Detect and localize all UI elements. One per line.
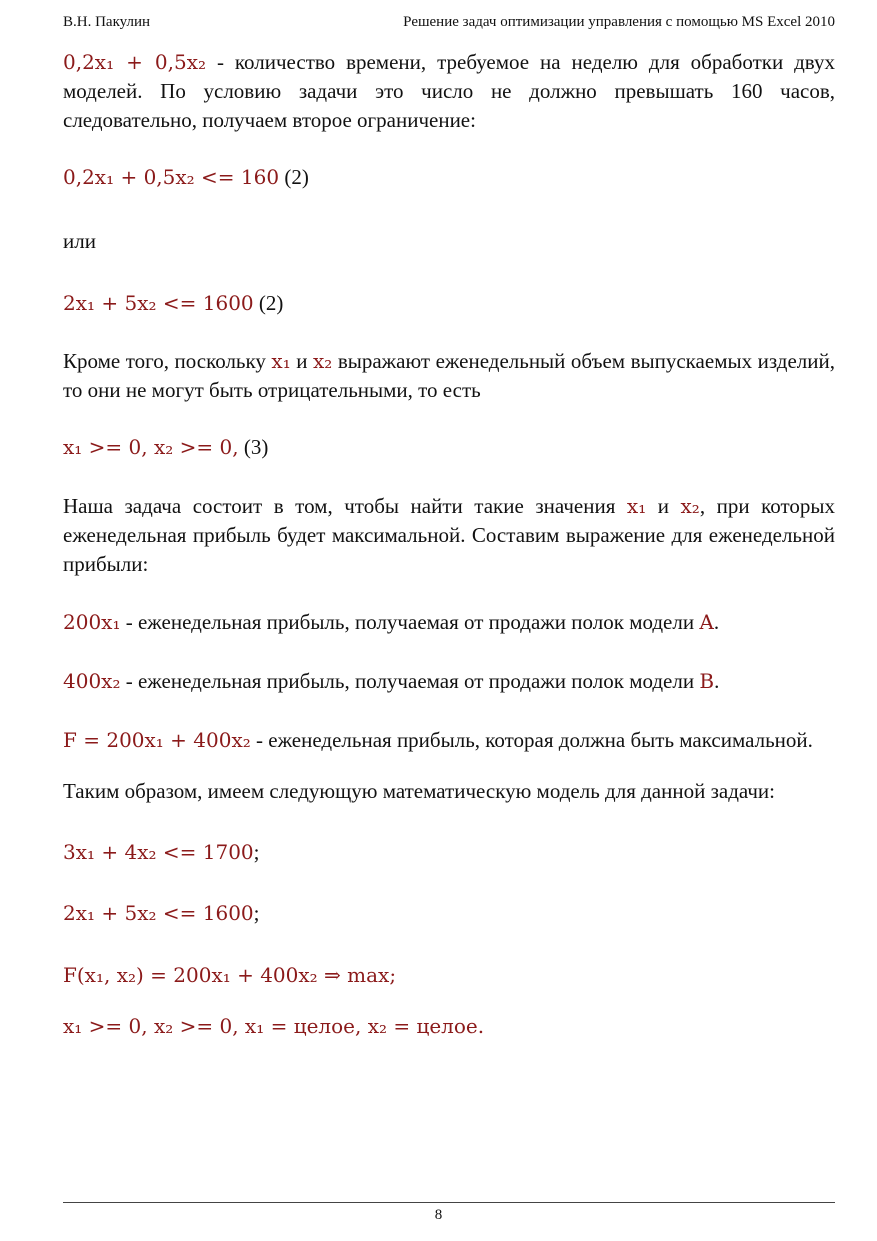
- paragraph-end: .: [713, 610, 720, 634]
- page-number: 8: [434, 1207, 443, 1223]
- equation-3: [63, 433, 835, 462]
- header-author: В.Н. Пакулин: [63, 14, 151, 30]
- model-line-1: [63, 838, 835, 867]
- formula-model-constraint-2: 2x₁ + 5x₂ <= 1600: [63, 901, 254, 925]
- footer-divider: [63, 1202, 835, 1203]
- equation-2b: [63, 289, 835, 318]
- paragraph-end: .: [714, 669, 720, 693]
- paragraph-nonnegative: [63, 347, 835, 405]
- equation-label: (2): [253, 291, 284, 315]
- variable-x1: x₁: [626, 494, 647, 518]
- paragraph-profit-a: [63, 608, 835, 637]
- paragraph-text: выражают еженедельный объем выпускаемых изделий, то они не могут быть отрицательными, то есть: [63, 349, 835, 402]
- page-header: [63, 14, 835, 36]
- paragraph-text: и: [290, 349, 313, 373]
- formula-constraint-2b: 2x₁ + 5x₂ <= 1600: [63, 291, 254, 315]
- variable-x2: x₂: [313, 349, 333, 373]
- paragraph-text: - еженедельная прибыль, получаемая от продажи полок модели: [120, 669, 700, 693]
- paragraph-text: - количество времени, требуемое на неделю для обработки двух моделей. По условию задачи это число не должно превышать 160 часов, следовательно, получаем второе ограничение:: [63, 50, 836, 132]
- paragraph-text: и: [646, 494, 681, 518]
- paragraph-text: - еженедельная прибыль, получаемая от продажи полок модели: [120, 610, 700, 634]
- header-title: Решение задач оптимизации управления с помощью MS Excel 2010: [403, 14, 835, 30]
- formula-model-constraint-1: 3x₁ + 4x₂ <= 1700: [63, 840, 254, 864]
- line-end: ;: [253, 840, 260, 864]
- formula-nonnegative: x₁ >= 0, x₂ >= 0,: [63, 435, 239, 459]
- formula-model-integer: x₁ >= 0, x₂ >= 0, x₁ = целое, x₂ = целое.: [63, 1014, 485, 1038]
- variable-x2: x₂: [680, 494, 700, 518]
- equation-2a: [63, 163, 835, 192]
- model-line-4: [63, 1012, 835, 1041]
- formula-profit-b: 400x₂: [63, 669, 121, 693]
- model-a-label: A: [699, 610, 714, 634]
- formula-objective: F = 200x₁ + 400x₂: [63, 728, 251, 752]
- or-text: или: [63, 229, 96, 253]
- paragraph-text: Наша задача состоит в том, чтобы найти такие значения: [63, 494, 627, 518]
- paragraph-text: Кроме того, поскольку: [63, 349, 272, 373]
- paragraph-time-constraint: [63, 48, 835, 135]
- line-end: ;: [253, 901, 260, 925]
- paragraph-model-intro: Таким образом, имеем следующую математическую модель для данной задачи:: [63, 779, 775, 803]
- model-line-2: [63, 899, 835, 928]
- formula-model-objective: F(x₁, x₂) = 200x₁ + 400x₂ ⇒ max;: [63, 963, 397, 987]
- formula-time: 0,2x₁ + 0,5x₂: [63, 50, 207, 74]
- paragraph-text: - еженедельная прибыль, которая должна быть максимальной.: [250, 728, 813, 752]
- formula-profit-a: 200x₁: [63, 610, 121, 634]
- equation-label: (3): [238, 435, 269, 459]
- paragraph-profit-b: [63, 667, 835, 696]
- model-line-3: [63, 961, 835, 990]
- paragraph-objective: [63, 492, 835, 579]
- paragraph-objective-function: [63, 726, 835, 755]
- page-content: [63, 44, 835, 1041]
- paragraph-text: , при которых еженедельная прибыль будет максимальной. Составим выражение для еженедельной прибыли:: [63, 494, 835, 576]
- equation-label: (2): [279, 165, 309, 189]
- variable-x1: x₁: [271, 349, 291, 373]
- formula-constraint-2a: 0,2x₁ + 0,5x₂ <= 160: [63, 165, 280, 189]
- model-b-label: B: [699, 669, 715, 693]
